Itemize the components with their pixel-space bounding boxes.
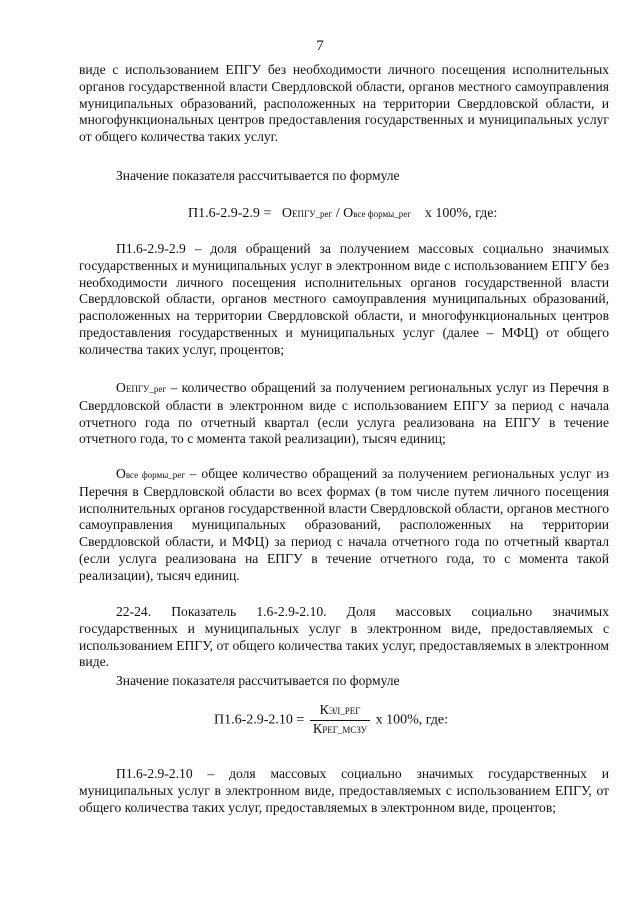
paragraph-definition-3 bbox=[79, 466, 609, 585]
formula-2 bbox=[214, 703, 448, 738]
formula-1-numerator-symbol: О bbox=[281, 206, 292, 221]
formula-2-denominator-subscript: РЕГ_МСЗУ bbox=[322, 725, 368, 735]
formula-1-denominator-symbol: О bbox=[343, 206, 354, 221]
formula-2-numerator-symbol: К bbox=[319, 703, 329, 718]
formula-1 bbox=[188, 206, 497, 222]
formula-1-divider: / bbox=[332, 206, 344, 221]
formula-2-numerator bbox=[310, 703, 370, 721]
formula-2-fraction bbox=[310, 703, 370, 738]
formula-1-tail: х 100%, где: bbox=[424, 206, 498, 221]
paragraph-formula-intro-2: Значение показателя рассчитывается по формуле bbox=[116, 673, 400, 688]
formula-2-numerator-subscript: ЭЛ_РЕГ bbox=[328, 706, 361, 716]
paragraph-definition-4: П1.6-2.9-2.10 – доля массовых социально значимых государственных и муниципальных услуг в электронном виде, предоставляемых с использованием ЕПГУ, от общего количества таких услуг, предоставляемых в электронном виде, процентов; bbox=[79, 766, 609, 815]
def-2-text: – количество обращений за получением региональных услуг из Перечня в Свердловской области в электронном виде с использованием ЕПГУ за период с начала отчетного года по отчетный квартал (если услуга реализована на ЕПГУ в течение отчетного года, то с момента такой реализации), тысяч единиц; bbox=[79, 380, 609, 447]
formula-2-denominator bbox=[310, 721, 370, 738]
paragraph-indicator: 22-24. Показатель 1.6-2.9-2.10. Доля массовых социально значимых государственных и муниципальных услуг в электронном виде, предоставляемых с использованием ЕПГУ, от общего количества таких услуг, предоставляемых в электронном виде. bbox=[79, 604, 609, 670]
page-number: 7 bbox=[316, 38, 324, 54]
paragraph-definition-2 bbox=[79, 380, 609, 448]
paragraph-1: виде с использованием ЕПГУ без необходимости личного посещения исполнительных органов государственной власти Свердловской области, органов местного самоуправления муниципальных образований, расположенных на территории Свердловской области, и многофункциональных центров предоставления государственных и муниципальных услуг от общего количества таких услуг. bbox=[79, 62, 609, 145]
formula-2-denominator-symbol: К bbox=[312, 722, 323, 737]
def-2-subscript: ЕПГУ_рег bbox=[125, 384, 167, 394]
formula-2-tail: х 100%, где: bbox=[375, 712, 448, 728]
paragraph-formula-intro-1: Значение показателя рассчитывается по формуле bbox=[116, 168, 400, 183]
formula-1-lhs: П1.6-2.9-2.9 = bbox=[188, 206, 272, 221]
formula-2-lhs: П1.6-2.9-2.10 = bbox=[214, 712, 305, 728]
formula-1-denominator-subscript: все формы_рег bbox=[353, 209, 411, 219]
formula-1-numerator-subscript: ЕПГУ_рег bbox=[291, 209, 333, 219]
paragraph-definition-1: П1.6-2.9-2.9 – доля обращений за получением массовых социально значимых государственных и муниципальных услуг в электронном виде с использованием ЕПГУ без необходимости личного посещения исполнительных органов государственной власти Свердловской области, органов местного самоуправления муниципальных образований, расположенных на территории Свердловской области, и многофункциональных центров предоставления государственных и муниципальных услуг (далее – МФЦ) от общего количества таких услуг, процентов; bbox=[79, 241, 609, 357]
def-3-subscript: все формы_рег bbox=[125, 470, 185, 480]
def-3-symbol: О bbox=[116, 466, 126, 481]
def-3-text: – общее количество обращений за получением региональных услуг из Перечня в Свердловской области во всех формах (в том числе путем личного посещения исполнительных органов государственной власти Свердловской области, органов местного самоуправления муниципальных образований, расположенных на территории Свердловской области, и МФЦ) за период с начала отчетного года по отчетный квартал (если услуга реализована на ЕПГУ в течение отчетного года, то с момента такой реализации), тысяч единиц. bbox=[79, 466, 609, 583]
def-2-symbol: О bbox=[116, 380, 126, 395]
